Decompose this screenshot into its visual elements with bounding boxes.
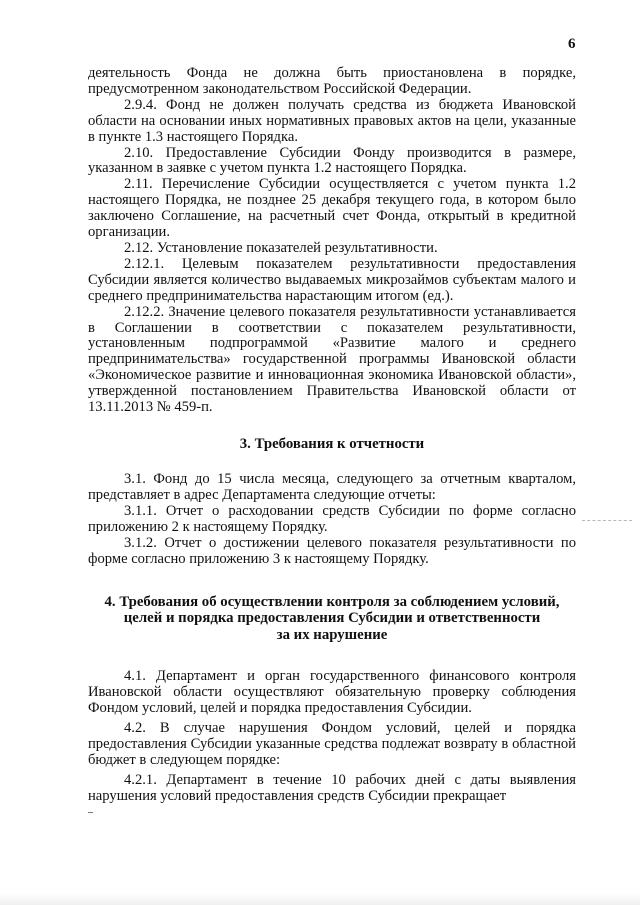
paragraph-2-9-4: 2.9.4. Фонд не должен получать средства из бюджета Ивановской области на основании иных нормативных правовых актов на цели, указанные в пункте 1.3 настоящего Порядка. — [88, 96, 576, 145]
paragraph-2-12-1: 2.12.1. Целевым показателем результативности предоставления Субсидии является количество выдаваемых микрозаймов субъектам малого и среднего предпринимательства нарастающим итогом (ед.). — [88, 255, 576, 304]
paragraph-continuation: деятельность Фонда не должна быть приостановлена в порядке, предусмотренном законодательством Российской Федерации. — [88, 65, 576, 97]
scan-bottom-edge — [0, 893, 640, 905]
paragraph-3-1: 3.1. Фонд до 15 числа месяца, следующего за отчетным кварталом, представляет в адрес Департамента следующие отчеты: — [88, 471, 576, 504]
section-4-heading-line-1: 4. Требования об осуществлении контроля за соблюдением условий, — [104, 593, 560, 610]
section-3-heading: 3. Требования к отчетности — [239, 435, 425, 452]
body-text — [88, 66, 576, 805]
paragraph-2-10: 2.10. Предоставление Субсидии Фонду производится в размере, указанном в заявке с учетом пункта 1.2 настоящего Порядка. — [88, 144, 576, 177]
section-4-heading-line-2: целей и порядка предоставления Субсидии и ответственности — [123, 610, 541, 627]
paragraph-2-11: 2.11. Перечисление Субсидии осуществляется с учетом пункта 1.2 настоящего Порядка, не позднее 25 декабря текущего года, в котором было заключено Соглашение, на расчетный счет Фонда, открытый в кредитной организации. — [88, 176, 576, 241]
paragraph-3-1-1: 3.1.1. Отчет о расходовании средств Субсидии по форме согласно приложению 2 к настоящему Порядку. — [88, 503, 576, 536]
paragraph-4-2-1: 4.2.1. Департамент в течение 10 рабочих дней с даты выявления нарушения условий предоставления средств Субсидии прекращает — [88, 771, 576, 804]
paragraph-3-1-2: 3.1.2. Отчет о достижении целевого показателя результативности по форме согласно приложению 3 к настоящему Порядку. — [88, 535, 576, 567]
paragraph-4-2: 4.2. В случае нарушения Фондом условий, целей и порядка предоставления Субсидии указанные средства подлежат возврату в областной бюджет в следующем порядке: — [88, 720, 576, 768]
paragraph-2-12-2: 2.12.2. Значение целевого показателя результативности устанавливается в Соглашении в соответствии с показателем результативности, установленным подпрограммой «Развитие малого и среднего предпринимательства» государственной программы Ивановской области «Экономическое развитие и инновационная экономика Ивановской области», утвержденной постановлением Правительства Ивановской области от 13.11.2013 № 459-п. — [88, 303, 576, 416]
paragraph-4-1: 4.1. Департамент и орган государственного финансового контроля Ивановской области осуществляют обязательную проверку соблюдения Фондом условий, целей и порядка предоставления Субсидии. — [88, 668, 576, 717]
scan-tick-mark — [88, 812, 93, 813]
paragraph-2-12: 2.12. Установление показателей результативности. — [124, 239, 438, 256]
section-4-heading-line-3: за их нарушение — [276, 626, 388, 643]
page-number: 6 — [568, 36, 576, 52]
scan-margin-mark — [582, 520, 632, 522]
